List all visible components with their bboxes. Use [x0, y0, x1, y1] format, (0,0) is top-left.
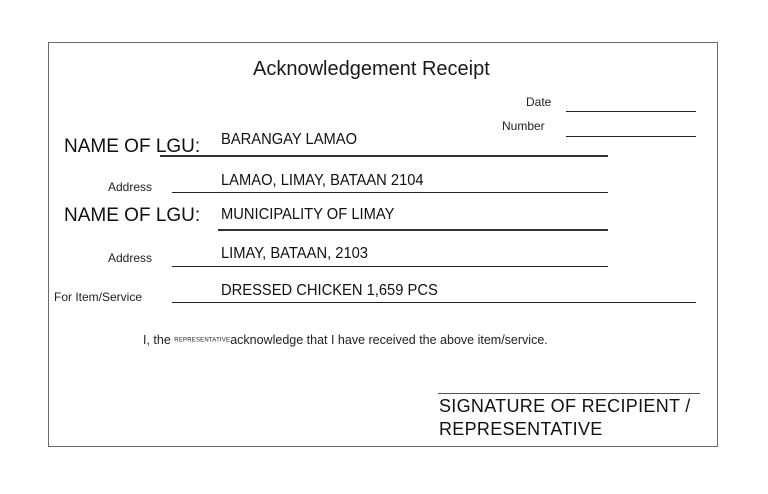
signature-label-line1: SIGNATURE OF RECIPIENT /	[439, 396, 691, 416]
address1-value: LAMAO, LIMAY, BATAAN 2104	[221, 172, 424, 189]
item-label: For Item/Service	[54, 290, 143, 304]
ack-small-word: REPRESENTATIVE	[174, 337, 231, 344]
date-label: Date	[526, 95, 552, 109]
lgu1-label: NAME OF LGU:	[64, 136, 201, 157]
ack-prefix: I, the	[143, 333, 171, 347]
lgu2-line	[218, 229, 608, 231]
signature-label-line2: REPRESENTATIVE	[439, 419, 603, 439]
lgu1-line	[160, 155, 608, 157]
lgu2-value: MUNICIPALITY OF LIMAY	[221, 206, 395, 223]
address1-line	[172, 192, 608, 193]
ack-suffix: acknowledge that I have received the above item/service.	[230, 333, 548, 347]
receipt-title: Acknowledgement Receipt	[253, 58, 490, 80]
address2-label: Address	[108, 251, 153, 265]
address1-label: Address	[108, 180, 153, 194]
acknowledgement-text	[143, 333, 548, 347]
number-label: Number	[502, 119, 545, 133]
number-line	[566, 136, 696, 137]
item-line	[172, 302, 696, 303]
item-value: DRESSED CHICKEN 1,659 PCS	[221, 282, 438, 299]
lgu2-label: NAME OF LGU:	[64, 205, 201, 226]
signature-line	[438, 393, 700, 394]
lgu1-value: BARANGAY LAMAO	[221, 131, 358, 148]
address2-line	[172, 266, 608, 267]
address2-value: LIMAY, BATAAN, 2103	[221, 245, 368, 262]
receipt-card	[48, 42, 718, 447]
date-line	[566, 111, 696, 112]
